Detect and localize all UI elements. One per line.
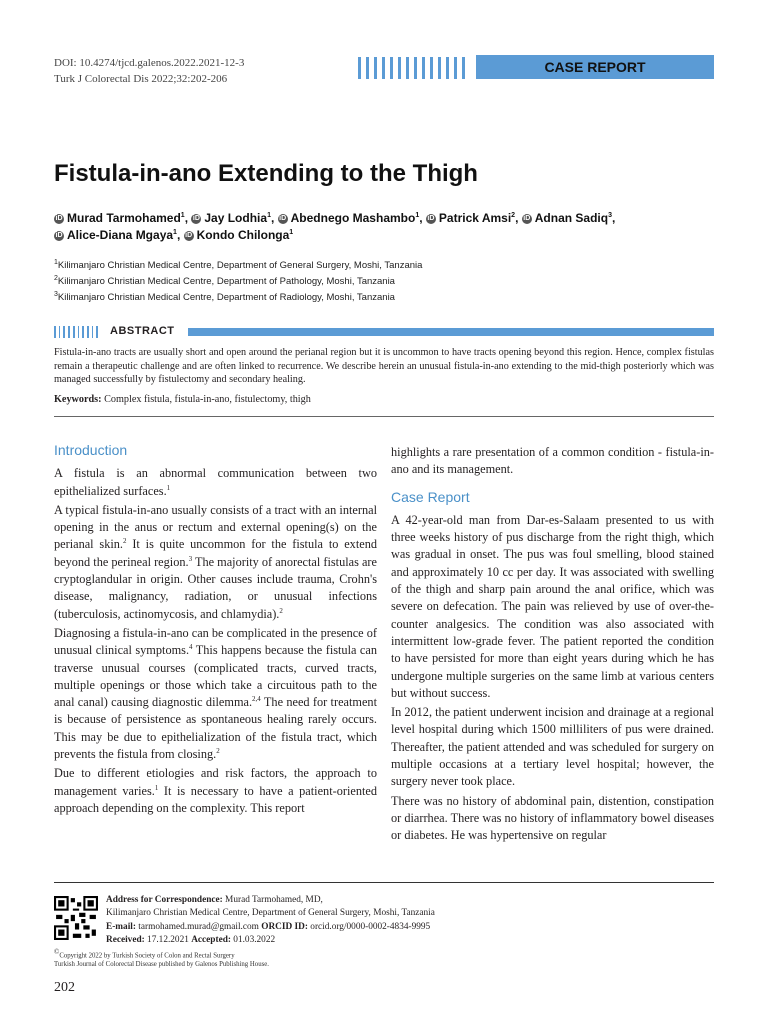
paragraph: Due to different etiologies and risk factors, the approach to management varies.$^1$ It is necessary to have a patient-oriented approach depending on the complexity. This report — [54, 766, 377, 815]
author[interactable]: iD Abednego Mashambo$^1$, — [279, 211, 426, 225]
article-meta — [54, 55, 244, 87]
abstract-heading: ABSTRACT — [110, 325, 175, 337]
intro-heading: Introduction — [54, 442, 128, 458]
author[interactable]: iD Jay Lodhia$^1$, — [192, 211, 278, 225]
paragraph: Diagnosing a fistula-in-ano can be complicated in the presence of unusual clinical symptoms.$^4$ This happens because the fistula can traverse unusual courses (complicated tracts, curved tracts, multiple openings or those which take a circuitous path to the anal canal) causing diagnostic dilemma.$^{2,4}$ The need for treatment is because of persistence as spontaneous healing rarely occurs. This may be due to epithelialization of the fistula tract, which prevents the fistula from closing.$^2$ — [54, 625, 377, 762]
qr-code-icon — [54, 896, 98, 940]
page-number: 202 — [54, 980, 75, 995]
doi[interactable]: DOI: 10.4274/tjcd.galenos.2022.2021-12-3 — [54, 57, 245, 69]
author[interactable]: iD Adnan Sadiq$^3$, — [523, 211, 616, 225]
orcid-icon[interactable]: iD — [192, 214, 200, 222]
affiliation: $^2$Kilimanjaro Christian Medical Centre, Department of Pathology, Moshi, Tanzania — [54, 274, 395, 287]
keywords-list: Complex fistula, fistula-in-ano, fistulectomy, thigh — [101, 394, 311, 405]
banner-bar — [476, 55, 714, 79]
copyright: ©Copyright 2022 by Turkish Society of Colon and Rectal Surgery Turkish Journal of Colorectal Disease published by Galenos Publishing House. — [54, 948, 269, 968]
author[interactable]: iD Patrick Amsi$^2$, — [427, 211, 522, 225]
right-column — [391, 444, 714, 847]
abstract-rule — [188, 328, 714, 336]
footer-rule — [54, 882, 714, 883]
left-column — [54, 442, 377, 819]
abstract-separator — [54, 416, 714, 417]
paragraph: A 42-year-old man from Dar-es-Salaam presented to us with three weeks history of pus discharge from the right thigh, which was gradual in onset. The pus was foul smelling, blood stained and approximately 10 cc per day. It was associated with swelling of the thigh and sharp pain around the anal orifice, which was severe on defecation. The pain was relieved by use of over-the-counter analgesics. The condition was also associated with intermittent low-grade fever. The patient reported the condition to have persisted for more than eight years during which he has undergone multiple surgeries on the same limb at various centers but without success. — [391, 512, 714, 700]
orcid-icon[interactable]: iD — [279, 214, 287, 222]
correspondence-block: Address for Correspondence: Murad Tarmohamed, MD, Kilimanjaro Christian Medical Centre, Department of General Surgery, Moshi, Tanzania E-mail: tarmohamed.murad@gmail.com ORCID ID: orcid.org/0000-0002-4834-9995 Received: 17.12.2021 Accepted: 01.03.2022 — [106, 895, 435, 945]
email-link[interactable]: tarmohamed.murad@gmail.com — [135, 921, 262, 932]
orcid-icon[interactable]: iD — [55, 231, 63, 239]
journal-citation: Turk J Colorectal Dis 2022;32:202-206 — [54, 73, 228, 85]
affiliations — [54, 258, 422, 306]
paragraph: A typical fistula-in-ano usually consists of a tract with an internal opening in the anus or rectum and external opening(s) on the perianal skin.$^2$ It is quite uncommon for the fistula to extend beyond the perineal region.$^3$ The majority of anorectal fistulas are cryptoglandular in origin. Other causes include trauma, Crohn's disease, malignancy, radiation, or unusual infections (tuberculosis, actinomycosis, and chlamydia).$^2$ — [54, 502, 377, 621]
keywords-label: Keywords: — [54, 394, 102, 405]
article-type: CASE REPORT — [544, 59, 646, 75]
case-report-heading: Case Report — [391, 488, 470, 505]
paragraph: There was no history of abdominal pain, distention, constipation or diarrhea. There was no history of inflammatory bowel diseases or diabetes. He was hypertensive on regular — [391, 793, 714, 843]
orcid-icon[interactable]: iD — [55, 214, 63, 222]
orcid-icon[interactable]: iD — [523, 214, 531, 222]
abstract-header — [54, 326, 714, 338]
author[interactable]: iD Kondo Chilonga$^1$ — [185, 228, 294, 242]
paragraph: In 2012, the patient underwent incision and drainage at a regional level hospital during which 1500 milliliters of pus were drained. Thereafter, the patient attended and was scheduled for surgery on multiple occasions at a tertiary level hospital; however, the surgery never took place. — [391, 705, 714, 789]
keywords — [54, 394, 714, 405]
banner-stripes — [358, 57, 466, 79]
author[interactable]: iD Alice-Diana Mgaya$^1$, — [55, 228, 184, 242]
abstract-stripes — [54, 326, 98, 338]
paragraph: highlights a rare presentation of a common condition - fistula-in-ano and its management. — [391, 445, 714, 477]
orcid-icon[interactable]: iD — [185, 231, 193, 239]
abstract-text: Fistula-in-ano tracts are usually short and open around the perianal region but it is uncommon to have tracts opening beyond this region. Hence, complex fistulas remain a therapeutic challenge and are often linked to recurrence. We describe herein an unusual fistula-in-ano extending to the mid-thigh posteriorly which was managed successfully by fistulectomy and secondary healing. — [54, 347, 714, 386]
affiliation: $^1$Kilimanjaro Christian Medical Centre, Department of General Surgery, Moshi, Tanzania — [54, 258, 423, 271]
author[interactable]: iD Murad Tarmohamed$^1$, — [55, 211, 192, 225]
article-title: Fistula-in-ano Extending to the Thigh — [54, 160, 478, 187]
orcid-link[interactable]: orcid.org/0000-0002-4834-9995 — [307, 921, 431, 932]
article-type-banner — [358, 55, 714, 79]
orcid-icon[interactable]: iD — [427, 214, 435, 222]
paragraph: A fistula is an abnormal communication between two epithelialized surfaces.$^1$ — [54, 466, 377, 498]
affiliation: $^3$Kilimanjaro Christian Medical Centre, Department of Radiology, Moshi, Tanzania — [54, 290, 395, 303]
author-list — [54, 210, 714, 244]
